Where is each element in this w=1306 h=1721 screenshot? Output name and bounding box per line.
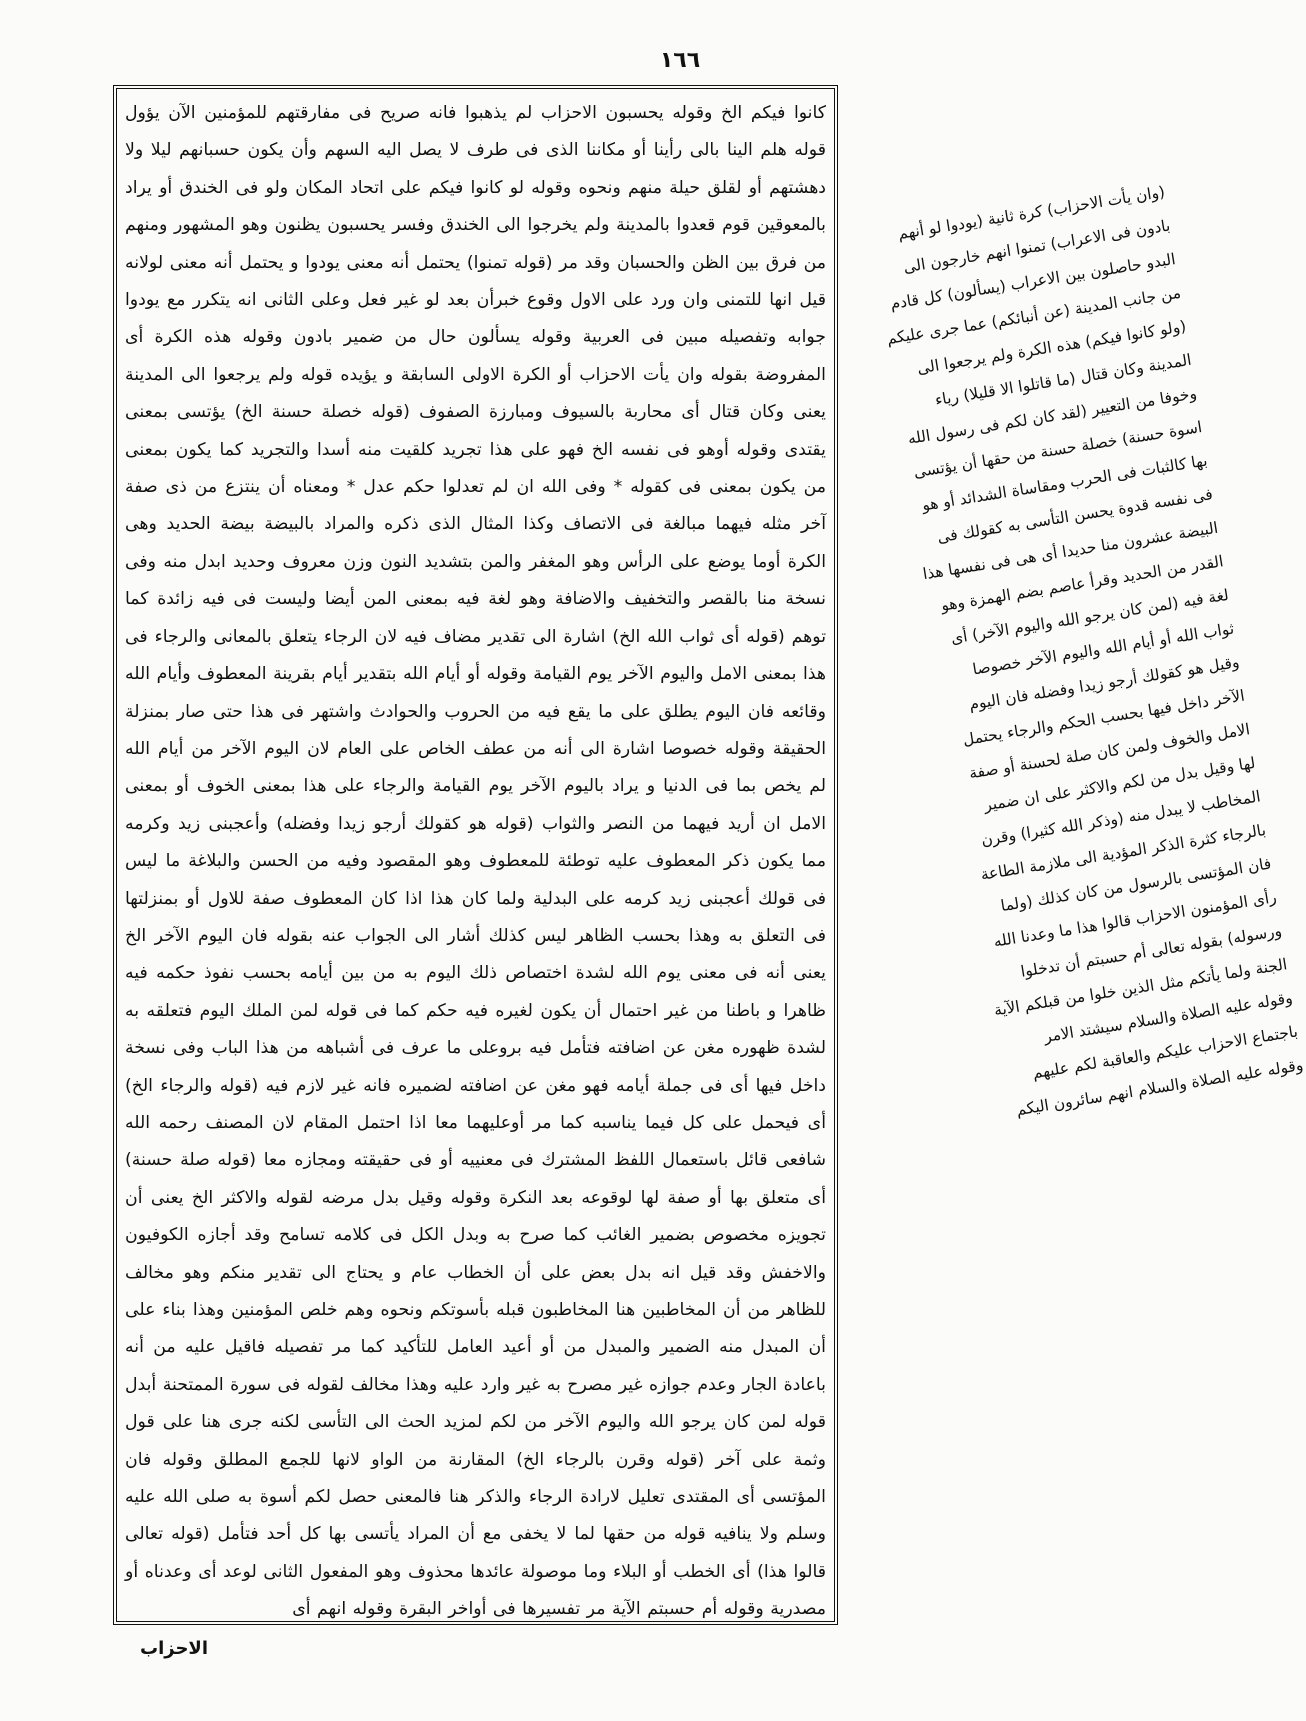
main-text-frame <box>113 85 838 1625</box>
margin-note-text: (وان يأت الاحزاب) كرة ثانية (يودوا لو أنهم بادون فى الاعراب) تمنوا انهم خارجون الى البدو حاصلون بين الاعراب (يسألون) كل قادم من جانب المدينة (عن أنبائكم) عما جرى عليكم (ولو كانوا فيكم) هذه الكرة ولم يرجعوا الى المدينة وكان قتال (ما قاتلوا الا قليلا) رياء وخوفا من التعيير (لقد كان لكم فى رسول الله اسوة حسنة) خصلة حسنة من حقها أن يؤتسى بها كالثبات فى الحرب ومقاساة الشدائد أو هو فى نفسه قدوة يحسن التأسى به كقولك فى البيضة عشرون منا حديدا أى هى فى نفسها هذا القدر من الحديد وقرأ عاصم بضم الهمزة وهو لغة فيه (لمن كان يرجو الله واليوم الآخر) أى ثواب الله أو أيام الله واليوم الآخر خصوصا وقيل هو كقولك أرجو زيدا وفضله فان اليوم الآخر داخل فيها بحسب الحكم والرجاء يحتمل الامل والخوف ولمن كان صلة لحسنة أو صفة لها وقيل بدل من لكم والاكثر على ان ضمير المخاطب لا يبدل منه (وذكر الله كثيرا) وقرن بالرجاء كثرة الذكر المؤدية الى ملازمة الطاعة فان المؤتسى بالرسول من كان كذلك (ولما رأى المؤمنون الاحزاب قالوا هذا ما وعدنا الله ورسوله) بقوله تعالى أم حسبتم أن تدخلوا الجنة ولما يأتكم مثل الذين خلوا من قبلكم الآية وقوله عليه الصلاة والسلام سيشتد الامر باجتماع الاحزاب عليكم والعاقبة لكم عليهم وقوله عليه الصلاة والسلام انهم سائرون اليكم <box>885 182 1305 1120</box>
page-number: ١٦٦ <box>659 48 701 73</box>
main-text-block <box>117 89 834 1635</box>
footer-catchword: الاحزاب <box>140 1638 209 1659</box>
main-text-body: كانوا فيكم الخ وقوله يحسبون الاحزاب لم يذهبوا فانه صريح فى مفارقتهم للمؤمنين الآن يؤول قوله هلم الينا بالى رأينا أو مكاننا الذى فى طرف لا يصل اليه السهم وأن يكون حسبانهم ليلا ولا دهشتهم أو لقلق حيلة منهم ونحوه وقوله لو كانوا فيكم على اتحاد المكان ولو فى الخندق أو يراد بالمعوقين قوم قعدوا بالمدينة ولم يخرجوا الى الخندق وفسر يحسبون يظنون وهو المشهور ومنهم من فرق بين الظن والحسبان وقد مر (قوله تمنوا) يحتمل أنه معنى يودوا و يحتمل أنه معنى لولانه قيل انها للتمنى وان ورد على الاول وقوع خبرأن بعد لو غير فعل وعلى الثانى انه يتكرر مع يودوا جوابه وتفصيله مبين فى العربية وقوله يسألون حال من ضمير بادون وقوله هذه الكرة أى المفروضة بقوله وان يأت الاحزاب أو الكرة الاولى السابقة و يؤيده قوله ولم يرجعوا الى المدينة يعنى وكان قتال أى محاربة بالسيوف ومبارزة الصفوف (قوله خصلة حسنة الخ) يؤتسى بمعنى يقتدى وقوله أوهو فى نفسه الخ فهو على هذا تجريد كلقيت منه أسدا والتجريد كما يكون بمعنى من يكون بمعنى فى كقوله * وفى الله ان لم تعدلوا حكم عدل * ومعناه أن ينتزع من ذى صفة آخر مثله فيهما مبالغة فى الاتصاف وكذا المثال الذى ذكره والمراد بالبيضة بيضة الحديد وهى الكرة أوما يوضع على الرأس وهو المغفر والمن بتشديد النون وزن معروف وحديد ابدل منه وفى نسخة منا بالقصر والتخفيف والاضافة وهو لغة فيه بمعنى المن أيضا وليست فى فيه زائدة كما توهم (قوله أى ثواب الله الخ) اشارة الى تقدير مضاف فيه لان الرجاء يتعلق بالمعانى والرجاء فى هذا بمعنى الامل واليوم الآخر يوم القيامة وقوله أو أيام الله بتقدير أيام بقرينة المعطوف وأيام الله وقائعه فان اليوم يطلق على ما يقع فيه من الحروب والحوادث واشتهر فى هذا حتى صار بمنزلة الحقيقة وقوله خصوصا اشارة الى أنه من عطف الخاص على العام لان اليوم الآخر من أيام الله لم يخص بما فى الدنيا و يراد باليوم الآخر يوم القيامة والرجاء على هذا بمعنى الخوف أو بمعنى الامل ان أريد فيهما من النصر والثواب (قوله هو كقولك أرجو زيدا وفضله) وأعجبنى زيد وكرمه مما يكون ذكر المعطوف عليه توطئة للمعطوف وهو المقصود وفيه من الحسن والبلاغة ما ليس فى قولك أعجبنى زيد كرمه على البدلية ولما كان هذا اذا كان المعطوف صفة للاول أو بمنزلتها فى التعلق به وهذا بحسب الظاهر ليس كذلك أشار الى الجواب عنه بقوله فان اليوم الآخر الخ يعنى أنه فى معنى يوم الله لشدة اختصاص ذلك اليوم به من بين أيامه بحسب نفوذ حكمه فيه ظاهرا و باطنا من غير احتمال أن يكون لغيره فيه حكم كما فى قوله لمن الملك اليوم فتعلقه به لشدة ظهوره مغن عن اضافته فتأمل فيه بروعلى ما عرف فى أشباهه من هذا الباب وفى نسخة داخل فيها أى فى جملة أيامه فهو مغن عن اضافته لضميره فانه غير لازم فيه (قوله والرجاء الخ) أى فيحمل على كل فيما يناسبه كما مر أوعليهما معا اذا احتمل المقام لان المصنف رحمه الله شافعى قائل باستعمال اللفظ المشترك فى معنييه أو فى حقيقته ومجازه معا (قوله صلة حسنة) أى متعلق بها أو صفة لها لوقوعه بعد النكرة وقوله وقيل بدل مرضه لقوله والاكثر الخ يعنى أن تجويزه مخصوص بضمير الغائب كما صرح به وبدل الكل فى كلامه تسامح وقد أجازه الكوفيون والاخفش وقد قيل انه بدل بعض على أن الخطاب عام و يحتاج الى تقدير منكم وهو مخالف للظاهر من أن المخاطبين هنا المخاطبون قبله بأسوتكم ونحوه وهم خلص المؤمنين وهذا بناء على أن المبدل منه الضمير والمبدل من أو أعيد العامل للتأكيد كما مر تفصيله فاقيل عليه من أنه باعادة الجار وعدم جوازه غير مصرح به غير وارد عليه وهذا مخالف لقوله فى سورة الممتحنة أبدل قوله لمن كان يرجو الله واليوم الآخر من لكم لمزيد الحث الى التأسى لكنه جرى هنا على قول وثمة على آخر (قوله وقرن بالرجاء الخ) المقارنة من الواو لانها للجمع المطلق وقوله فان المؤتسى أى المقتدى تعليل لارادة الرجاء والذكر هنا فالمعنى حصل لكم أسوة به صلى الله عليه وسلم ولا ينافيه قوله من حقها لما لا يخفى مع أن المراد يأتسى بها كل أحد فتأمل (قوله تعالى قالوا هذا) أى الخطب أو البلاء وما موصولة عائدها محذوف وهو المفعول الثانى لوعد أى وعدناه أو مصدرية وقوله أم حسبتم الآية مر تفسيرها فى أواخر البقرة وقوله انهم أى <box>125 103 826 1620</box>
margin-note-area <box>842 165 1305 1315</box>
